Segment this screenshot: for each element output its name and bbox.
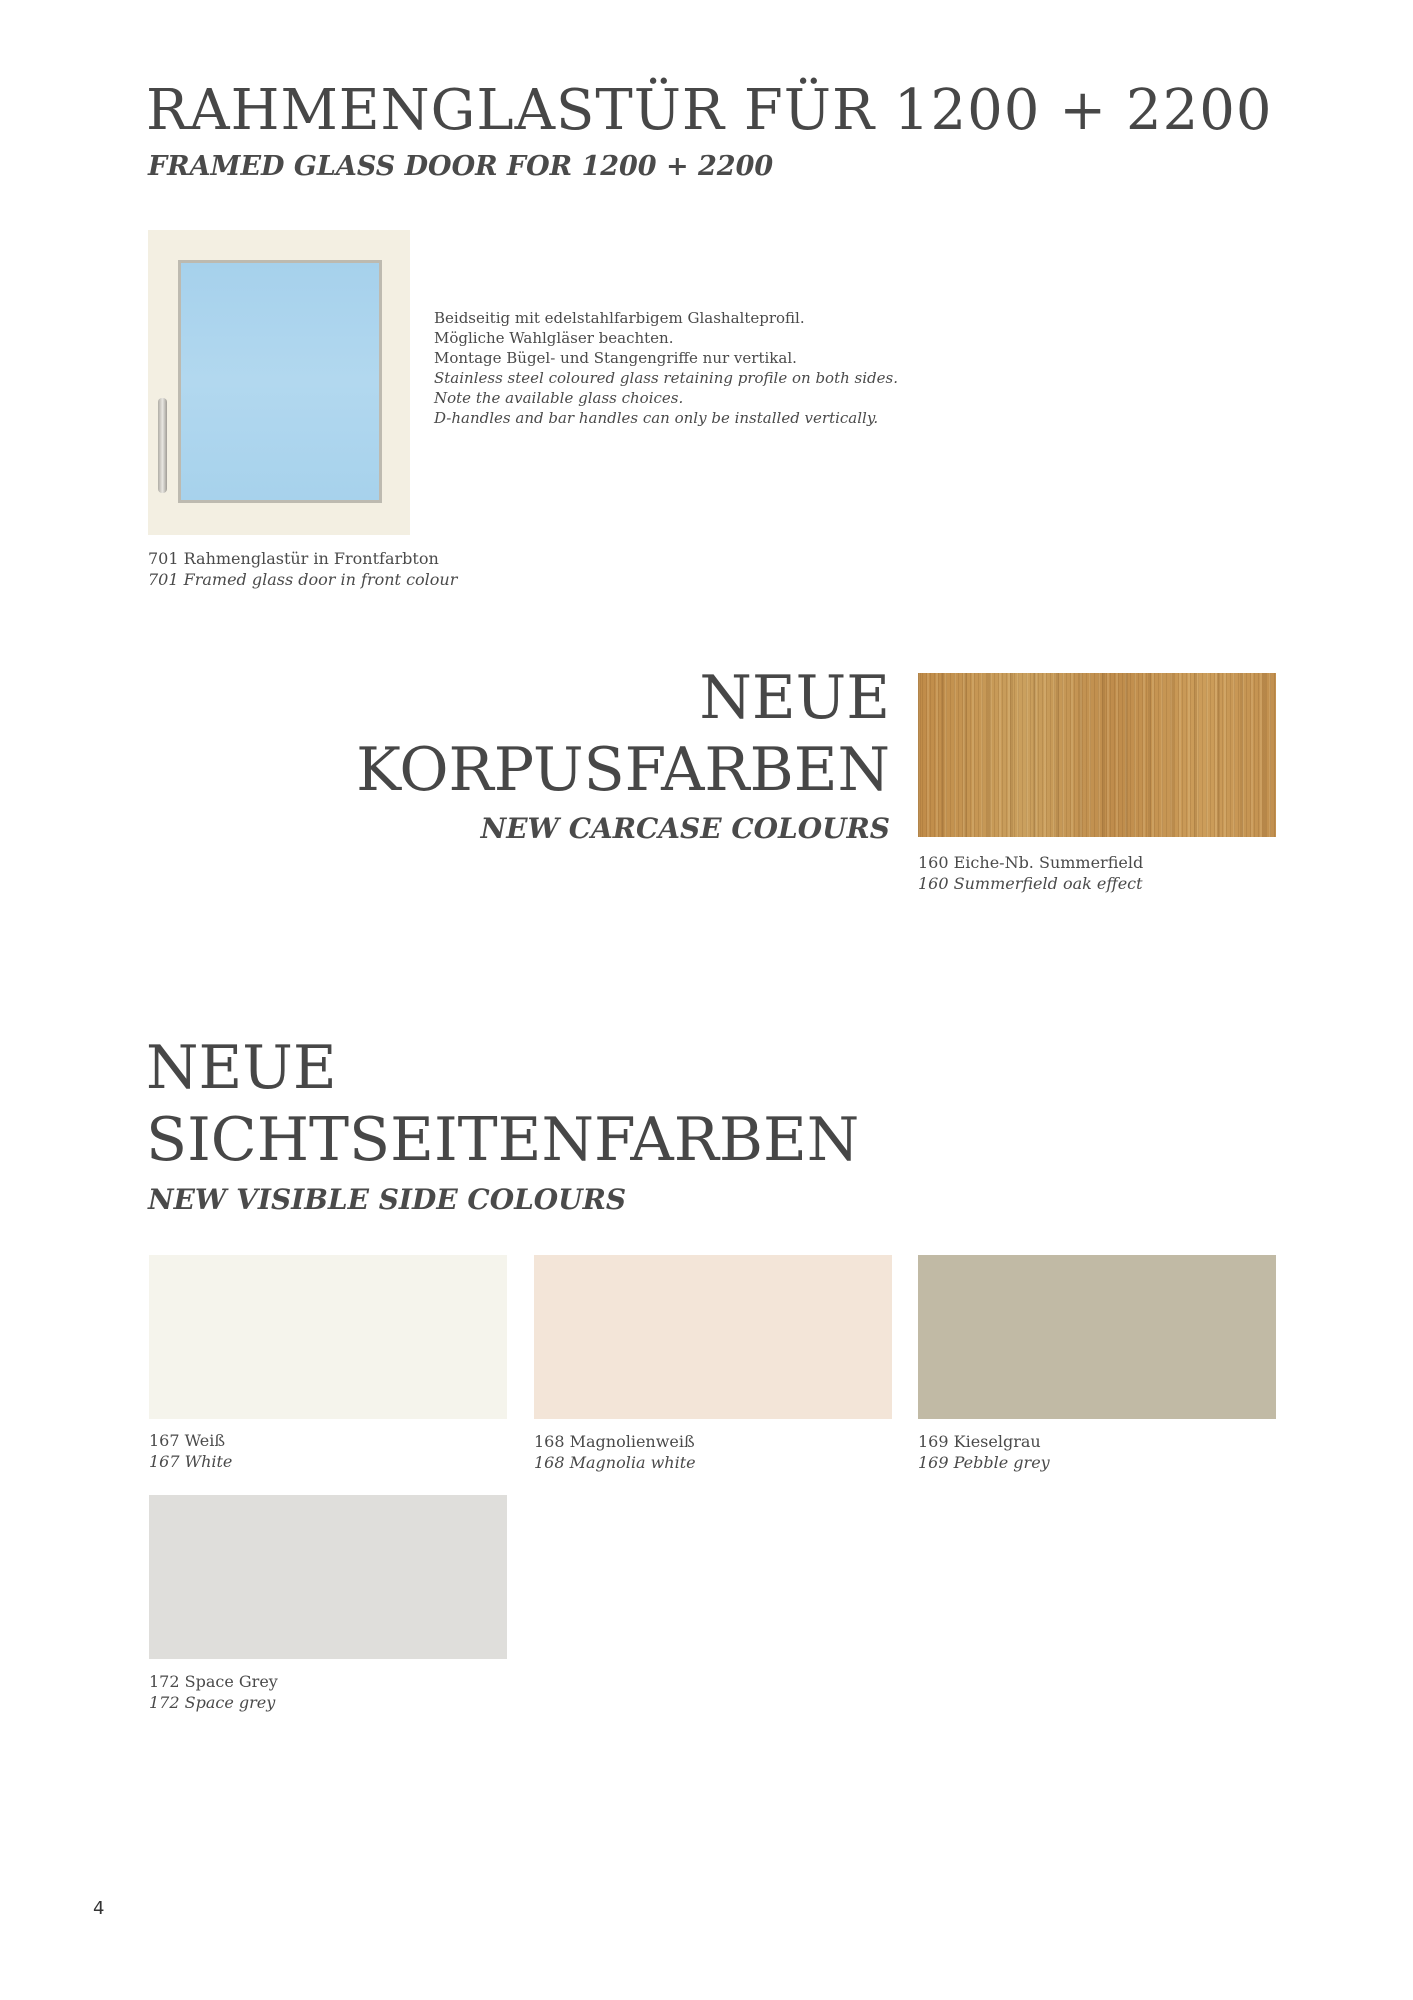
swatch-caption-de: 167 Weiß — [149, 1431, 226, 1450]
framed-glass-door-image — [148, 230, 410, 535]
swatch-caption-de: 169 Kieselgrau — [918, 1432, 1041, 1451]
swatch-caption-en: 168 Magnolia white — [534, 1453, 696, 1472]
swatch-caption-en: 169 Pebble grey — [918, 1453, 1050, 1472]
carcase-title-line-2: KORPUSFARBEN — [356, 735, 890, 805]
swatch-caption-en: 167 White — [149, 1452, 233, 1471]
swatch-caption-en: 172 Space grey — [149, 1693, 276, 1712]
swatch-caption-white — [149, 1430, 232, 1472]
swatch-caption-de: 160 Eiche-Nb. Summerfield — [918, 853, 1144, 872]
section-subtitle-carcase-colours: NEW CARCASE COLOURS — [480, 812, 890, 845]
carcase-title-line-1: NEUE — [699, 663, 890, 733]
section-subtitle-visible-side-colours: NEW VISIBLE SIDE COLOURS — [148, 1183, 627, 1216]
door-caption — [148, 548, 457, 590]
door-caption-en: 701 Framed glass door in front colour — [148, 570, 458, 589]
section-title-carcase-colours — [356, 662, 890, 806]
swatch-pebble-grey — [918, 1255, 1276, 1419]
door-note-en: Stainless steel coloured glass retaining profile on both sides. — [434, 369, 898, 387]
swatch-caption-de: 172 Space Grey — [149, 1672, 278, 1691]
swatch-white — [149, 1255, 507, 1419]
door-bar-handle — [158, 398, 167, 493]
section-title-visible-side-colours — [146, 1032, 859, 1176]
door-notes — [434, 308, 954, 428]
swatch-summerfield-oak — [918, 673, 1276, 837]
swatch-caption-de: 168 Magnolienweiß — [534, 1432, 695, 1451]
visible-side-title-line-2: SICHTSEITENFARBEN — [146, 1105, 860, 1175]
swatch-caption-magnolia-white — [534, 1431, 696, 1473]
page-number: 4 — [93, 1898, 105, 1919]
swatch-caption-space-grey — [149, 1671, 278, 1713]
section-subtitle-framed-glass-door: FRAMED GLASS DOOR FOR 1200 + 2200 — [148, 151, 774, 182]
swatch-caption-summerfield-oak — [918, 852, 1143, 894]
door-caption-de: 701 Rahmenglastür in Frontfarbton — [148, 549, 439, 568]
door-note-de: Montage Bügel- und Stangengriffe nur vertikal. — [434, 349, 797, 367]
swatch-space-grey — [149, 1495, 507, 1659]
door-note-de: Mögliche Wahlgläser beachten. — [434, 329, 674, 347]
door-note-en: Note the available glass choices. — [434, 389, 684, 407]
section-title-framed-glass-door: RAHMENGLASTÜR FÜR 1200 + 2200 — [146, 78, 1273, 143]
swatch-magnolia-white — [534, 1255, 892, 1419]
swatch-caption-pebble-grey — [918, 1431, 1050, 1473]
door-glass-pane — [178, 260, 382, 503]
visible-side-title-line-1: NEUE — [146, 1033, 337, 1103]
swatch-caption-en: 160 Summerfield oak effect — [918, 874, 1143, 893]
door-note-en: D-handles and bar handles can only be installed vertically. — [434, 409, 879, 427]
door-note-de: Beidseitig mit edelstahlfarbigem Glashalteprofil. — [434, 309, 805, 327]
